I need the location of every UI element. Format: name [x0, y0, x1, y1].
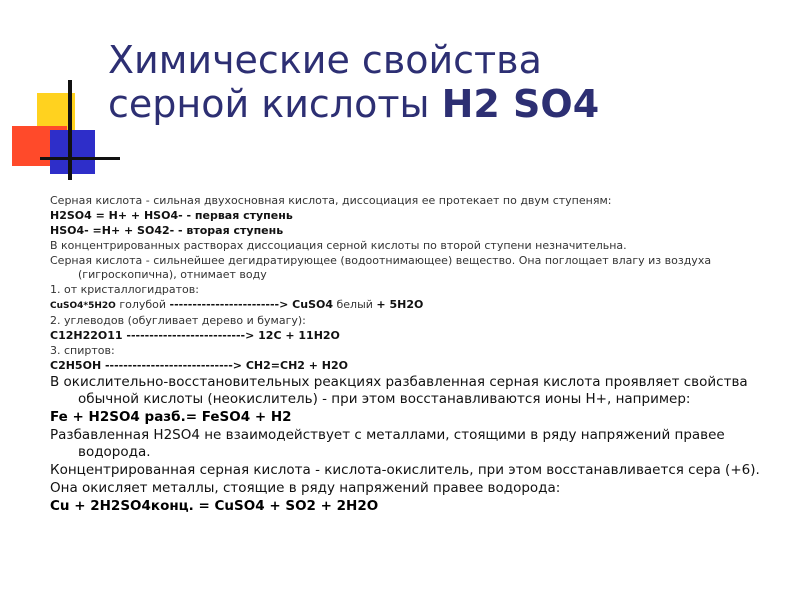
decor-vertical-line — [68, 80, 72, 180]
title-line-2 — [108, 82, 599, 126]
equation-line: Fe + H2SO4 разб.= FeSO4 + H2 — [50, 409, 292, 425]
decor-horizontal-line — [40, 157, 120, 160]
equation-line: C12H22O11 --------------------------> 12C + 11H2O — [50, 329, 340, 342]
equation-line: HSO4- =H+ + SO42- - вторая ступень — [50, 224, 284, 237]
list-item: 2. углеводов (обугливает дерево и бумагу): — [50, 314, 306, 327]
text-line: В окислительно-восстановительных реакциях разбавленная серная кислота проявляет свойства обычной кислоты (неокислитель) - при этом восстанавливаются ионы Н+, например: — [50, 374, 748, 407]
decor-blue-square — [50, 130, 95, 174]
title-text: серной кислоты — [108, 82, 442, 126]
list-item: 1. от кристаллогидратов: — [50, 283, 199, 296]
text-line: Концентрированная серная кислота - кислота-окислитель, при этом восстанавливается сера (+6). — [50, 462, 760, 478]
equation-line: C2H5OH ----------------------------> CH2=CH2 + H2O — [50, 359, 349, 372]
title-formula — [442, 82, 600, 126]
text-line: Она окисляет металлы, стоящие в ряду напряжений правее водорода: — [50, 480, 561, 496]
text-line: В концентрированных растворах диссоциация серной кислоты по второй ступени незначительна. — [50, 239, 627, 252]
slide-body — [50, 194, 770, 516]
formula-so-index: 4 — [572, 82, 600, 126]
equation-line: Cu + 2H2SO4конц. = CuSO4 + SO2 + 2H2O — [50, 498, 379, 514]
list-item: 3. спиртов: — [50, 344, 115, 357]
formula-h: H — [441, 82, 474, 126]
text-line: Серная кислота - сильнейшее дегидратирующее (водоотнимающее) вещество. Она поглощает влагу из воздуха (гигроскопична), отнимает воду — [50, 254, 712, 281]
equation-line: CuSO4*5H2O голубой ------------------------> CuSO4 белый + 5H2O — [50, 298, 424, 311]
equation-line: H2SO4 = H+ + HSO4- - первая ступень — [50, 209, 293, 222]
formula-so: SO — [499, 82, 573, 126]
title-line-1: Химические свойства — [108, 38, 542, 82]
formula-h-index: 2 — [473, 82, 500, 126]
text-line: Разбавленная H2SO4 не взаимодействует с металлами, стоящими в ряду напряжений правее водорода. — [50, 427, 725, 460]
text-line: Серная кислота - сильная двухосновная кислота, диссоциация ее протекает по двум ступеням: — [50, 194, 612, 207]
slide-title — [108, 38, 599, 126]
